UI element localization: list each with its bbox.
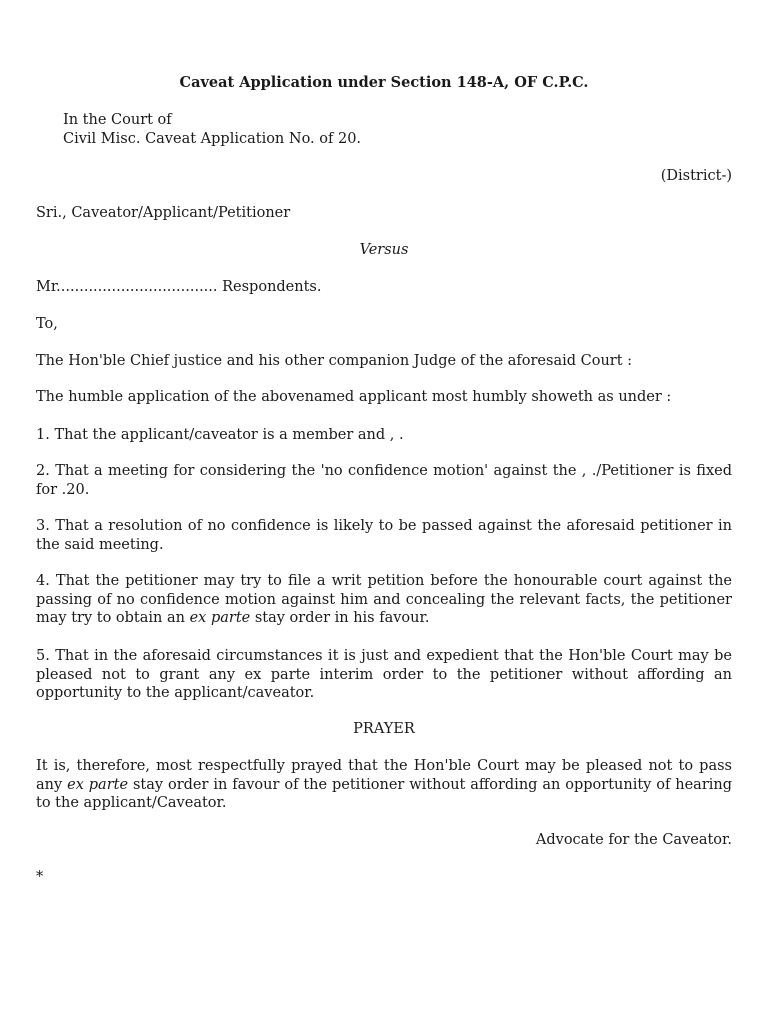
point-4-text-a: 4. That the petitioner may try to file a writ petition before the honourable court against the passing of no confidence motion against him and concealing the relevant facts, the petitioner may try to obtain an [36,573,732,626]
advocate-signature: Advocate for the Caveator. [535,832,732,848]
court-line-1: In the Court of [63,112,172,128]
prayer-ex-parte: ex parte [67,776,129,793]
document-title: Caveat Application under Section 148-A, OF C.P.C. [179,74,589,91]
humble-application-line: The humble application of the abovenamed applicant most humbly showeth as under : [36,389,672,405]
point-4 [36,572,732,628]
respondents-line: Mr................................... Respondents. [36,279,322,295]
district-label: (District-) [660,168,732,184]
court-line-2: Civil Misc. Caveat Application No. of 20. [63,130,362,147]
point-5: 5. That in the aforesaid circumstances it is just and expedient that the Hon'ble Court may be pleased not to grant any ex parte interim order to the petitioner without affording an opportunity to the applicant/caveator. [36,648,732,701]
point-1: 1. That the applicant/caveator is a member and , . [36,427,404,443]
versus-label [36,241,732,260]
point-4-ex-parte: ex parte [189,610,251,626]
point-4-text-b: stay order in his favour. [254,610,430,626]
salutation-to: To, [36,316,58,332]
point-3: 3. That a resolution of no confidence is likely to be passed against the aforesaid petitioner in the said meeting. [36,518,732,553]
prayer-paragraph [36,757,732,813]
footnote-asterisk: * [36,869,44,885]
point-2: 2. That a meeting for considering the 'no confidence motion' against the , ./Petitioner is fixed for .20. [36,463,732,498]
prayer-text-a: It is, therefore, most respectfully prayed that the Hon'ble Court may be pleased not to pass any [36,758,732,793]
addressee-line: The Hon'ble Chief justice and his other companion Judge of the aforesaid Court : [36,353,633,369]
prayer-heading: PRAYER [353,721,415,737]
versus-text: Versus [359,242,409,258]
court-heading [63,111,361,148]
prayer-text-b: stay order in favour of the petitioner without affording an opportunity of hearing to the applicant/Caveator. [36,776,733,811]
caveator-line: Sri., Caveator/Applicant/Petitioner [36,205,291,221]
